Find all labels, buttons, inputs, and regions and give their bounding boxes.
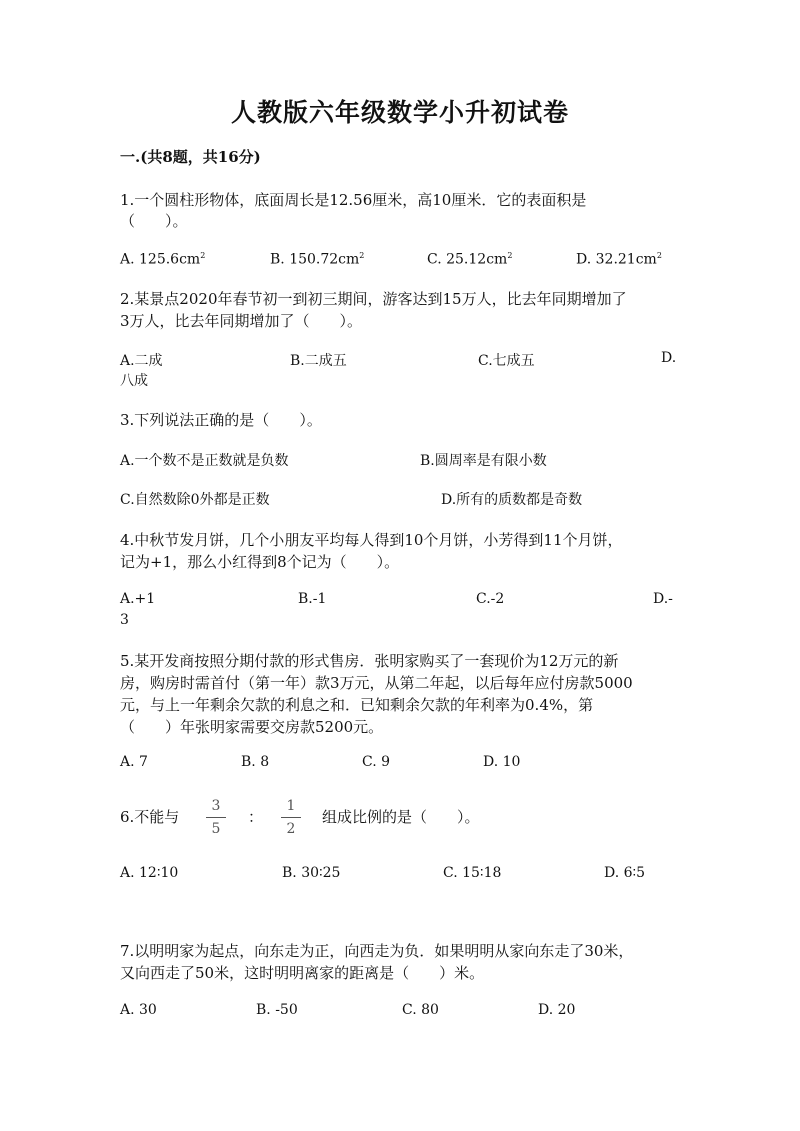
q5-option-c: C. 9 — [362, 754, 391, 770]
q4-option-a: A.+1 — [120, 591, 156, 607]
q6-fraction-1-denominator: 5 — [211, 821, 221, 837]
q1-option-a: A. $125.6cm^2$ — [120, 251, 206, 268]
q3-option-c: C.自然数除0外都是正数 — [120, 492, 270, 508]
q1-stem-line-1: 1.一个圆柱形物体，底面周长是12.56厘米，高10厘米．它的表面积是 — [120, 191, 587, 209]
q4-option-d-label: D.- — [653, 591, 673, 607]
q7-option-d: D. 20 — [538, 1002, 576, 1018]
q1-option-c: C. $25.12cm^2$ — [427, 251, 513, 268]
q2-option-b: B.二成五 — [290, 353, 347, 369]
q3-option-b: B.圆周率是有限小数 — [420, 453, 547, 469]
q4-stem-line-1: 4.中秋节发月饼，几个小朋友平均每人得到10个月饼，小芳得到11个月饼， — [120, 531, 623, 549]
q2-stem-line-1: 2.某景点2020年春节初一到初三期间，游客达到15万人，比去年同期增加了 — [120, 290, 627, 308]
q6-ratio-colon: ： — [248, 808, 264, 826]
q5-option-d: D. 10 — [483, 754, 521, 770]
exam-title: 人教版六年级数学小升初试卷 — [230, 98, 569, 127]
q1-option-b: B. $150.72cm^2$ — [270, 251, 365, 268]
q7-option-b: B. -50 — [256, 1002, 298, 1018]
q6-option-b: B. 30∶25 — [282, 865, 341, 881]
q1-option-d: D. $32.21cm^2$ — [576, 251, 662, 268]
q5-stem-line-3: 元，与上一年剩余欠款的利息之和．已知剩余欠款的年利率为0.4%，第 — [120, 696, 594, 714]
q5-option-b: B. 8 — [241, 754, 270, 770]
q5-stem-line-4: （ ）年张明家需要交房款5200元。 — [120, 718, 384, 736]
q1-stem-line-2: （ ）。 — [120, 212, 188, 230]
q2-option-d-text: 八成 — [120, 373, 148, 389]
q6-option-d: D. 6∶5 — [604, 865, 646, 881]
q6-fraction-2-numerator: 1 — [286, 798, 296, 814]
q4-stem-line-2: 记为+1，那么小红得到8个记为（ ）。 — [120, 553, 400, 571]
q7-option-a: A. 30 — [120, 1002, 157, 1018]
q7-stem-line-2: 又向西走了50米，这时明明离家的距离是（ ）米。 — [120, 964, 485, 982]
q3-option-a: A.一个数不是正数就是负数 — [120, 453, 289, 469]
q6-fraction-1-numerator: 3 — [211, 798, 221, 814]
q6-stem-prefix: 6.不能与 — [120, 808, 180, 826]
q6-fraction-2 — [281, 798, 301, 837]
q3-stem: 3.下列说法正确的是（ ）。 — [120, 411, 322, 429]
q6-fraction-1 — [206, 798, 226, 837]
q4-option-c: C.-2 — [476, 591, 505, 607]
q6-fraction-2-denominator: 2 — [286, 821, 296, 837]
section-heading: 一.(共8题，共16分) — [120, 148, 261, 166]
fraction-bar — [206, 817, 226, 818]
q2-option-c: C.七成五 — [478, 353, 535, 369]
q4-option-d-text: 3 — [120, 612, 129, 628]
q6-stem-suffix: 组成比例的是（ ）。 — [322, 808, 480, 826]
q2-option-d-label: D. — [661, 350, 677, 366]
q6-option-a: A. 12∶10 — [120, 865, 179, 881]
q3-option-d: D.所有的质数都是奇数 — [441, 492, 583, 508]
q5-stem-line-1: 5.某开发商按照分期付款的形式售房．张明家购买了一套现价为12万元的新 — [120, 652, 619, 670]
q7-stem-line-1: 7.以明明家为起点，向东走为正，向西走为负．如果明明从家向东走了30米， — [120, 942, 634, 960]
q2-stem-line-2: 3万人，比去年同期增加了（ ）。 — [120, 312, 363, 330]
q4-option-b: B.-1 — [298, 591, 327, 607]
fraction-bar — [281, 817, 301, 818]
q7-option-c: C. 80 — [402, 1002, 439, 1018]
q2-option-a: A.二成 — [120, 353, 163, 369]
q5-option-a: A. 7 — [120, 754, 148, 770]
q5-stem-line-2: 房，购房时需首付（第一年）款3万元，从第二年起，以后每年应付房款5000 — [120, 674, 633, 692]
q6-option-c: C. 15∶18 — [443, 865, 502, 881]
